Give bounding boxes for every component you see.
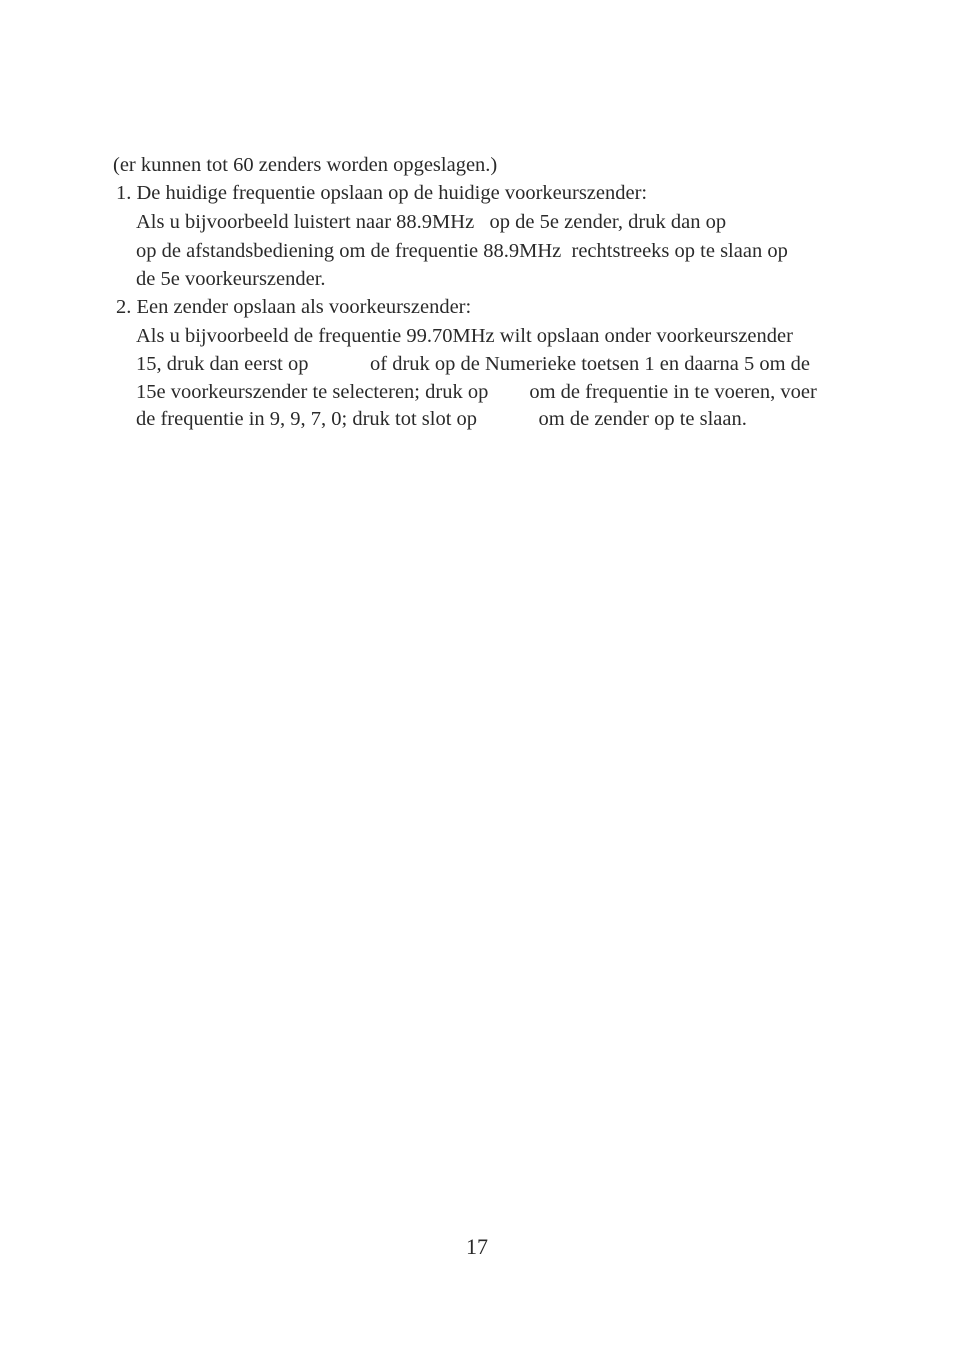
item-2-text-line-2: 15, druk dan eerst op of druk op de Numerieke toetsen 1 en daarna 5 om de — [136, 353, 811, 375]
item-2-text-line-4: de frequentie in 9, 9, 7, 0; druk tot slot op om de zender op te slaan. — [136, 408, 747, 430]
item-1-text-line-3: de 5e voorkeurszender. — [136, 268, 326, 290]
item-1-text-line-1: Als u bijvoorbeeld luistert naar 88.9MHz op de 5e zender, druk dan op — [136, 211, 727, 233]
item-1-heading: 1. De huidige frequentie opslaan op de huidige voorkeurszender: — [116, 182, 648, 204]
intro-line: (er kunnen tot 60 zenders worden opgeslagen.) — [113, 154, 498, 176]
item-2-text-line-3: 15e voorkeurszender te selecteren; druk op om de frequentie in te voeren, voer — [136, 381, 817, 403]
item-2-text-line-1: Als u bijvoorbeeld de frequentie 99.70MHz wilt opslaan onder voorkeurszender — [136, 325, 793, 347]
page-number: 17 — [466, 1234, 488, 1259]
item-2-heading: 2. Een zender opslaan als voorkeurszender: — [116, 296, 472, 318]
item-1-text-line-2: op de afstandsbediening om de frequentie 88.9MHz rechtstreeks op te slaan op — [136, 240, 788, 262]
